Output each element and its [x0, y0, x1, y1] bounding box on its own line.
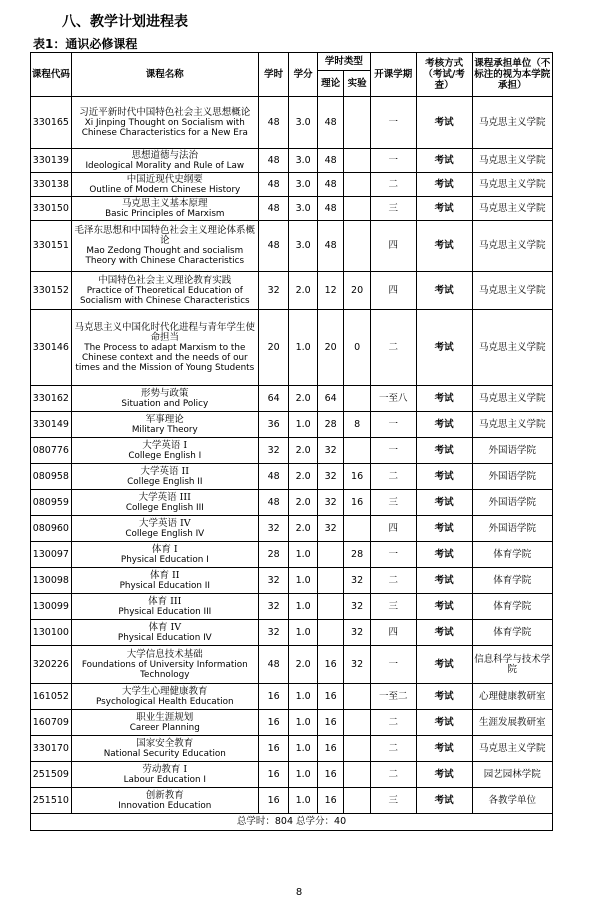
course-name-en: Physical Education III [118, 606, 212, 617]
header-credits: 学分 [289, 53, 317, 97]
course-unit: 马克思主义学院 [472, 197, 552, 221]
course-name-zh: 毛泽东思想和中国特色社会主义理论体系概论 [74, 225, 256, 246]
course-name [71, 197, 258, 221]
course-term: 一 [370, 149, 416, 173]
course-exam: 考试 [416, 149, 472, 173]
course-practice-hours: 32 [344, 594, 370, 620]
course-exam: 考试 [416, 516, 472, 542]
table-row [31, 173, 553, 197]
course-unit: 外国语学院 [472, 490, 552, 516]
course-name-zh: 创新教育 [145, 789, 184, 801]
course-exam: 考试 [416, 412, 472, 438]
course-exam: 考试 [416, 594, 472, 620]
course-term: 二 [370, 310, 416, 386]
course-exam: 考试 [416, 310, 472, 386]
course-name [71, 568, 258, 594]
course-name-zh: 军事理论 [145, 413, 184, 425]
course-theory-hours: 16 [317, 788, 343, 814]
course-practice-hours [344, 221, 370, 272]
course-name [71, 97, 258, 149]
course-unit: 马克思主义学院 [472, 412, 552, 438]
course-hours: 32 [258, 620, 289, 646]
course-unit: 马克思主义学院 [472, 149, 552, 173]
course-name-zh: 大学英语 I [142, 439, 188, 451]
course-exam: 考试 [416, 386, 472, 412]
course-practice-hours [344, 684, 370, 710]
course-unit: 体育学院 [472, 620, 552, 646]
course-name-en: Ideological Morality and Rule of Law [85, 160, 245, 171]
course-exam: 考试 [416, 762, 472, 788]
section-title: 八、教学计划进程表 [62, 14, 188, 30]
course-theory-hours: 48 [317, 197, 343, 221]
course-unit: 马克思主义学院 [472, 310, 552, 386]
course-practice-hours [344, 516, 370, 542]
course-practice-hours: 32 [344, 646, 370, 684]
course-term: 二 [370, 464, 416, 490]
course-code: 080776 [31, 438, 72, 464]
course-credits: 1.0 [289, 762, 317, 788]
course-hours: 48 [258, 490, 289, 516]
header-unit: 课程承担单位（不标注的视为本学院承担） [472, 53, 552, 97]
table-row [31, 197, 553, 221]
table-row [31, 646, 553, 684]
course-credits: 2.0 [289, 490, 317, 516]
course-term: 二 [370, 736, 416, 762]
course-theory-hours [317, 568, 343, 594]
course-hours: 32 [258, 594, 289, 620]
table-title: 表1：通识必修课程 [33, 37, 138, 51]
course-practice-hours [344, 197, 370, 221]
course-name-en: Career Planning [129, 722, 200, 733]
course-code: 130099 [31, 594, 72, 620]
course-name [71, 412, 258, 438]
course-hours: 32 [258, 516, 289, 542]
course-name-zh: 中国近现代史纲要 [126, 173, 203, 185]
course-name [71, 221, 258, 272]
course-credits: 1.0 [289, 568, 317, 594]
course-unit: 外国语学院 [472, 438, 552, 464]
course-code: 320226 [31, 646, 72, 684]
course-unit: 马克思主义学院 [472, 97, 552, 149]
course-name-zh: 马克思主义中国化时代化进程与青年学生使命担当 [74, 321, 256, 343]
course-practice-hours [344, 173, 370, 197]
course-credits: 1.0 [289, 542, 317, 568]
course-name [71, 542, 258, 568]
course-hours: 64 [258, 386, 289, 412]
course-hours: 20 [258, 310, 289, 386]
course-theory-hours: 48 [317, 149, 343, 173]
course-exam: 考试 [416, 684, 472, 710]
course-theory-hours [317, 620, 343, 646]
table-row [31, 762, 553, 788]
course-name-zh: 大学英语 IV [138, 517, 191, 529]
course-name-zh: 劳动教育 I [142, 763, 188, 775]
course-name [71, 490, 258, 516]
course-unit: 信息科学与技术学院 [472, 646, 552, 684]
course-practice-hours [344, 762, 370, 788]
course-hours: 48 [258, 646, 289, 684]
course-credits: 1.0 [289, 788, 317, 814]
course-credits: 3.0 [289, 221, 317, 272]
table-row [31, 438, 553, 464]
course-code: 080959 [31, 490, 72, 516]
course-term: 二 [370, 568, 416, 594]
course-unit: 体育学院 [472, 594, 552, 620]
course-exam: 考试 [416, 173, 472, 197]
course-practice-hours [344, 438, 370, 464]
course-unit: 马克思主义学院 [472, 221, 552, 272]
course-hours: 32 [258, 272, 289, 310]
course-term: 一至八 [370, 386, 416, 412]
course-name-en: Practice of Theoretical Education of Socialism with Chinese Characteristics [79, 285, 250, 306]
course-code: 330149 [31, 412, 72, 438]
table-row [31, 542, 553, 568]
course-unit: 马克思主义学院 [472, 736, 552, 762]
course-unit: 马克思主义学院 [472, 173, 552, 197]
course-name-en: Physical Education II [119, 580, 210, 591]
course-name-zh: 大学英语 III [138, 491, 191, 503]
course-credits: 3.0 [289, 97, 317, 149]
table-row [31, 490, 553, 516]
course-credits: 2.0 [289, 438, 317, 464]
course-theory-hours [317, 542, 343, 568]
course-exam: 考试 [416, 464, 472, 490]
course-credits: 2.0 [289, 464, 317, 490]
course-exam: 考试 [416, 97, 472, 149]
course-theory-hours: 64 [317, 386, 343, 412]
course-name-zh: 体育 II [150, 569, 180, 581]
course-hours: 16 [258, 684, 289, 710]
header-code: 课程代码 [31, 53, 72, 97]
course-name-en: Psychological Health Education [96, 696, 234, 707]
course-credits: 1.0 [289, 736, 317, 762]
course-theory-hours: 16 [317, 762, 343, 788]
course-practice-hours: 32 [344, 620, 370, 646]
course-name-zh: 大学信息技术基础 [126, 648, 203, 660]
course-exam: 考试 [416, 438, 472, 464]
course-code: 080958 [31, 464, 72, 490]
course-theory-hours [317, 594, 343, 620]
table-row [31, 516, 553, 542]
course-name [71, 684, 258, 710]
course-code: 130098 [31, 568, 72, 594]
course-name-en: Labour Education I [123, 774, 207, 785]
table-row [31, 568, 553, 594]
course-term: 一 [370, 97, 416, 149]
course-name [71, 710, 258, 736]
course-term: 三 [370, 788, 416, 814]
course-name-zh: 职业生涯规划 [136, 711, 194, 723]
course-hours: 48 [258, 221, 289, 272]
course-term: 一 [370, 646, 416, 684]
course-unit: 生涯发展教研室 [472, 710, 552, 736]
course-rows [31, 97, 553, 814]
course-term: 一 [370, 438, 416, 464]
course-exam: 考试 [416, 646, 472, 684]
course-theory-hours: 16 [317, 646, 343, 684]
course-hours: 32 [258, 438, 289, 464]
course-name [71, 594, 258, 620]
table-row [31, 464, 553, 490]
course-code: 330165 [31, 97, 72, 149]
course-exam: 考试 [416, 221, 472, 272]
course-name-en: Basic Principles of Marxism [105, 208, 225, 219]
course-term: 三 [370, 594, 416, 620]
course-name-en: Foundations of University Information Technology [81, 659, 248, 680]
course-practice-hours [344, 736, 370, 762]
course-theory-hours: 48 [317, 173, 343, 197]
course-name [71, 272, 258, 310]
course-name [71, 736, 258, 762]
course-practice-hours: 16 [344, 464, 370, 490]
table-row [31, 412, 553, 438]
course-unit: 园艺园林学院 [472, 762, 552, 788]
total-summary: 总学时：804 总学分：40 [31, 814, 553, 831]
course-term: 四 [370, 516, 416, 542]
course-exam: 考试 [416, 568, 472, 594]
course-code: 330146 [31, 310, 72, 386]
course-hours: 16 [258, 762, 289, 788]
course-theory-hours: 12 [317, 272, 343, 310]
course-unit: 心理健康教研室 [472, 684, 552, 710]
course-code: 080960 [31, 516, 72, 542]
course-practice-hours: 8 [344, 412, 370, 438]
header-term: 开课学期 [370, 53, 416, 97]
course-theory-hours: 16 [317, 710, 343, 736]
course-hours: 48 [258, 173, 289, 197]
course-credits: 1.0 [289, 710, 317, 736]
course-name-zh: 中国特色社会主义理论教育实践 [98, 274, 232, 286]
course-term: 三 [370, 490, 416, 516]
course-name [71, 516, 258, 542]
course-exam: 考试 [416, 272, 472, 310]
table-row [31, 710, 553, 736]
course-practice-hours [344, 386, 370, 412]
course-term: 二 [370, 710, 416, 736]
course-practice-hours [344, 149, 370, 173]
course-exam: 考试 [416, 490, 472, 516]
course-name-en: Physical Education I [120, 554, 209, 565]
course-practice-hours: 28 [344, 542, 370, 568]
course-term: 一 [370, 542, 416, 568]
course-exam: 考试 [416, 197, 472, 221]
course-theory-hours: 28 [317, 412, 343, 438]
course-name-zh: 大学英语 II [140, 465, 190, 477]
table-row [31, 788, 553, 814]
header-name: 课程名称 [71, 53, 258, 97]
course-code: 330138 [31, 173, 72, 197]
course-name-en: Situation and Policy [121, 398, 209, 409]
course-exam: 考试 [416, 736, 472, 762]
course-code: 130100 [31, 620, 72, 646]
course-hours: 32 [258, 568, 289, 594]
course-code: 130097 [31, 542, 72, 568]
course-name-zh: 大学生心理健康教育 [122, 685, 208, 697]
course-name [71, 149, 258, 173]
course-term: 一 [370, 412, 416, 438]
course-theory-hours: 48 [317, 97, 343, 149]
course-name [71, 438, 258, 464]
course-term: 四 [370, 272, 416, 310]
course-credits: 3.0 [289, 197, 317, 221]
course-theory-hours: 48 [317, 221, 343, 272]
table-row [31, 594, 553, 620]
course-code: 161052 [31, 684, 72, 710]
course-name-en: Military Theory [131, 424, 198, 435]
course-name-en: Physical Education IV [117, 632, 212, 643]
course-term: 二 [370, 762, 416, 788]
course-theory-hours: 32 [317, 438, 343, 464]
course-code: 251510 [31, 788, 72, 814]
course-name [71, 310, 258, 386]
course-practice-hours [344, 97, 370, 149]
course-hours: 16 [258, 710, 289, 736]
table-row [31, 272, 553, 310]
course-exam: 考试 [416, 788, 472, 814]
course-name-en: Xi Jinping Thought on Socialism with Chinese Characteristics for a New Era [81, 117, 248, 138]
header-exam: 考核方式（考试/考查） [416, 53, 472, 97]
course-credits: 2.0 [289, 646, 317, 684]
course-hours: 16 [258, 788, 289, 814]
course-name [71, 464, 258, 490]
course-theory-hours: 32 [317, 516, 343, 542]
course-credits: 1.0 [289, 310, 317, 386]
course-name-en: College English II [127, 476, 203, 487]
table-row [31, 149, 553, 173]
course-theory-hours: 20 [317, 310, 343, 386]
table-row [31, 684, 553, 710]
course-name [71, 788, 258, 814]
course-code: 330170 [31, 736, 72, 762]
course-credits: 1.0 [289, 620, 317, 646]
course-name-zh: 体育 III [148, 595, 182, 607]
course-hours: 36 [258, 412, 289, 438]
course-credits: 3.0 [289, 173, 317, 197]
course-name-zh: 国家安全教育 [136, 737, 194, 749]
course-practice-hours: 16 [344, 490, 370, 516]
course-code: 330139 [31, 149, 72, 173]
header-theory: 理论 [317, 71, 343, 97]
course-name [71, 386, 258, 412]
course-name-en: College English IV [125, 528, 205, 539]
course-theory-hours: 16 [317, 684, 343, 710]
course-name-zh: 马克思主义基本原理 [122, 197, 208, 209]
course-theory-hours: 16 [317, 736, 343, 762]
course-code: 330151 [31, 221, 72, 272]
course-practice-hours: 0 [344, 310, 370, 386]
table-row [31, 386, 553, 412]
course-name-zh: 体育 IV [148, 621, 182, 633]
course-credits: 3.0 [289, 149, 317, 173]
course-theory-hours: 32 [317, 490, 343, 516]
course-practice-hours: 20 [344, 272, 370, 310]
course-name-zh: 思想道德与法治 [131, 149, 199, 161]
course-name-zh: 形势与政策 [141, 387, 189, 399]
course-name [71, 646, 258, 684]
course-practice-hours [344, 788, 370, 814]
course-name-en: Mao Zedong Thought and socialism Theory with Chinese Characteristics [85, 246, 245, 266]
course-name-en: National Security Education [103, 748, 226, 759]
course-name [71, 762, 258, 788]
course-term: 二 [370, 173, 416, 197]
course-credits: 1.0 [289, 594, 317, 620]
course-unit: 马克思主义学院 [472, 272, 552, 310]
header-practice: 实验 [344, 71, 370, 97]
course-credits: 1.0 [289, 412, 317, 438]
course-name-en: The Process to adapt Marxism to the Chinese context and the needs of our times and the Mission of Young Students [75, 342, 255, 373]
course-name [71, 620, 258, 646]
course-name-en: College English III [125, 502, 204, 513]
table-row [31, 97, 553, 149]
page-number: 8 [295, 887, 303, 898]
course-exam: 考试 [416, 710, 472, 736]
course-name-en: College English I [128, 450, 202, 461]
course-exam: 考试 [416, 542, 472, 568]
header-hour-types: 学时类型 [317, 53, 370, 71]
course-term: 一至二 [370, 684, 416, 710]
course-hours: 48 [258, 464, 289, 490]
course-credits: 2.0 [289, 516, 317, 542]
course-theory-hours: 32 [317, 464, 343, 490]
course-hours: 48 [258, 97, 289, 149]
course-practice-hours [344, 710, 370, 736]
course-name-en: Outline of Modern Chinese History [89, 184, 241, 195]
course-hours: 48 [258, 197, 289, 221]
course-term: 四 [370, 620, 416, 646]
header-hours: 学时 [258, 53, 289, 97]
course-unit: 各教学单位 [472, 788, 552, 814]
course-plan-table [30, 52, 553, 831]
course-code: 330162 [31, 386, 72, 412]
course-hours: 48 [258, 149, 289, 173]
course-code: 160709 [31, 710, 72, 736]
table-row [31, 620, 553, 646]
course-term: 三 [370, 197, 416, 221]
course-name-zh: 体育 I [151, 543, 178, 555]
course-code: 330150 [31, 197, 72, 221]
table-row [31, 221, 553, 272]
course-unit: 体育学院 [472, 542, 552, 568]
course-unit: 外国语学院 [472, 516, 552, 542]
course-name-en: Innovation Education [118, 800, 212, 811]
course-practice-hours: 32 [344, 568, 370, 594]
course-credits: 2.0 [289, 386, 317, 412]
course-unit: 外国语学院 [472, 464, 552, 490]
course-unit: 体育学院 [472, 568, 552, 594]
course-term: 四 [370, 221, 416, 272]
course-code: 330152 [31, 272, 72, 310]
course-hours: 28 [258, 542, 289, 568]
table-row [31, 736, 553, 762]
course-hours: 16 [258, 736, 289, 762]
table-row [31, 310, 553, 386]
course-unit: 马克思主义学院 [472, 386, 552, 412]
course-exam: 考试 [416, 620, 472, 646]
course-name-zh: 习近平新时代中国特色社会主义思想概论 [79, 106, 251, 118]
course-code: 251509 [31, 762, 72, 788]
course-credits: 1.0 [289, 684, 317, 710]
course-name [71, 173, 258, 197]
course-credits: 2.0 [289, 272, 317, 310]
